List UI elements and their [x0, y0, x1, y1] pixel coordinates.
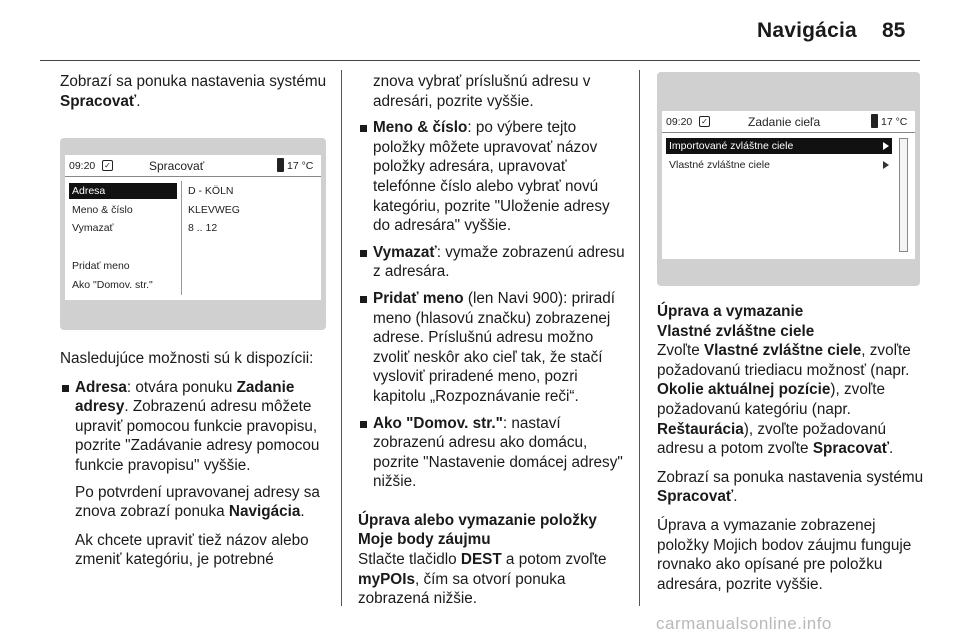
chevron-right-icon — [883, 142, 889, 150]
menu-item-domov[interactable]: Ako "Domov. str." — [72, 279, 153, 291]
section-heading-1: Úprava a vymazanie — [657, 303, 804, 320]
settings-paragraph: Zobrazí sa ponuka nastavenia systému Spracovať. — [657, 468, 924, 506]
bullet-domov: Ako "Domov. str.": nastaví zobrazenú adresu ako domácu, pozrite "Nastavenie domácej adresy" nižšie. — [358, 414, 630, 492]
screen-display — [65, 155, 321, 300]
screen-title: Spracovať — [149, 159, 205, 173]
bullet-adresa: Adresa: otvára ponuku Zadanie adresy. Zobrazenú adresu môžete upraviť pomocou funkcie pravopisu, pozrite "Zadávanie adresy pomocou funkcie pravopisu" vyššie. — [60, 378, 332, 476]
bullet-vymazat: Vymazať: vymaže zobrazenú adresu z adresára. — [358, 243, 630, 282]
clock-text-2: 09:20 — [666, 116, 693, 128]
temperature-text: 17 °C — [287, 160, 314, 172]
menu-item-vlastne[interactable]: Vlastné zvláštne ciele — [666, 157, 892, 173]
menu-item-meno-cislo[interactable]: Meno & číslo — [72, 204, 133, 216]
mypois-paragraph: Stlačte tlačidlo DEST a potom zvoľte myPOIs, čím sa otvorí ponuka zobrazená nižšie. — [358, 551, 607, 608]
intro-paragraph: Zobrazí sa ponuka nastavenia systému Spracovať. — [60, 73, 327, 110]
bullet-adresa-p2: Po potvrdení upravovanej adresy sa znova zobrazí ponuka Navigácia. — [75, 483, 320, 521]
screen-status-bar-2 — [662, 111, 915, 133]
column-3 — [657, 302, 925, 603]
column-1 — [60, 72, 330, 120]
screen-status-bar — [65, 155, 321, 177]
menu-item-pridat-meno[interactable]: Pridať meno — [72, 260, 130, 272]
bullet-pridat-meno: Pridať meno (len Navi 900): priradí meno (hlasovú značku) zobrazenej adrese. Príslušnú adresu možno zvoliť neskôr ako cieľ tak, že stačí vysloviť priradené meno, pozri kapitolu „Rozpoznávanie reči“. — [358, 289, 630, 407]
value-number: 8 .. 12 — [188, 222, 218, 234]
screen-title-2: Zadanie cieľa — [748, 115, 821, 129]
page-number: 85 — [882, 19, 906, 42]
menu-item-vymazat[interactable]: Vymazať — [72, 222, 114, 234]
value-city: D - KÖLN — [188, 185, 234, 197]
thermometer-icon — [277, 158, 284, 172]
column-1-lower — [60, 349, 332, 579]
header-rule — [40, 60, 920, 61]
section-heading-2: Vlastné zvláštne ciele — [657, 322, 815, 340]
screen-divider — [181, 181, 182, 295]
column-divider-1 — [341, 70, 342, 606]
section-title: Navigácia — [757, 19, 857, 42]
section-heading-mypois: Úprava alebo vymazanie položky Moje body záujmu — [358, 511, 597, 549]
menu-item-importovane[interactable]: Importované zvláštne ciele — [666, 138, 892, 154]
menu-item-adresa[interactable]: Adresa — [69, 183, 177, 199]
scrollbar[interactable] — [899, 138, 908, 252]
screen-display-2 — [662, 111, 915, 259]
instructions-paragraph: Zvoľte Vlastné zvláštne ciele, zvoľte požadovanú triediacu možnosť (napr. Okolie aktuálnej pozície), zvoľte požadovanú kategóriu (napr. Reštaurácia), zvoľte požadovanú adresu a potom zvoľte Spracovať. — [657, 342, 911, 458]
screenshot-zadanie-ciela — [657, 72, 920, 286]
thermometer-icon-2 — [871, 114, 878, 128]
screenshot-spracovat — [60, 138, 326, 330]
chevron-right-icon — [883, 161, 889, 169]
continued-text: znova vybrať príslušnú adresu v adresári, pozrite vyššie. — [373, 73, 591, 110]
temperature-text-2: 17 °C — [881, 116, 908, 128]
edit-delete-paragraph: Úprava a vymazanie zobrazenej položky Mojich bodov záujmu funguje rovnako ako opísané pre položku adresára, pozrite vyššie. — [657, 516, 912, 593]
nav-status-icon-2: ✓ — [699, 116, 710, 127]
column-2 — [358, 72, 630, 618]
value-street: KLEVWEG — [188, 204, 240, 216]
column-divider-2 — [639, 70, 640, 606]
options-lead: Nasledujúce možnosti sú k dispozícii: — [60, 350, 314, 367]
clock-text: 09:20 — [69, 160, 96, 172]
bullet-meno-cislo: Meno & číslo: po výbere tejto položky môžete upravovať názov položky adresára, upravovať telefónne číslo alebo vybrať novú kategóriu, pozrite "Uloženie adresy do adresára" vyššie. — [358, 118, 630, 236]
nav-status-icon: ✓ — [102, 160, 113, 171]
watermark: carmanualsonline.info — [656, 614, 832, 633]
bullet-adresa-p3: Ak chcete upraviť tiež názov alebo zmeniť kategóriu, je potrebné — [75, 531, 309, 569]
